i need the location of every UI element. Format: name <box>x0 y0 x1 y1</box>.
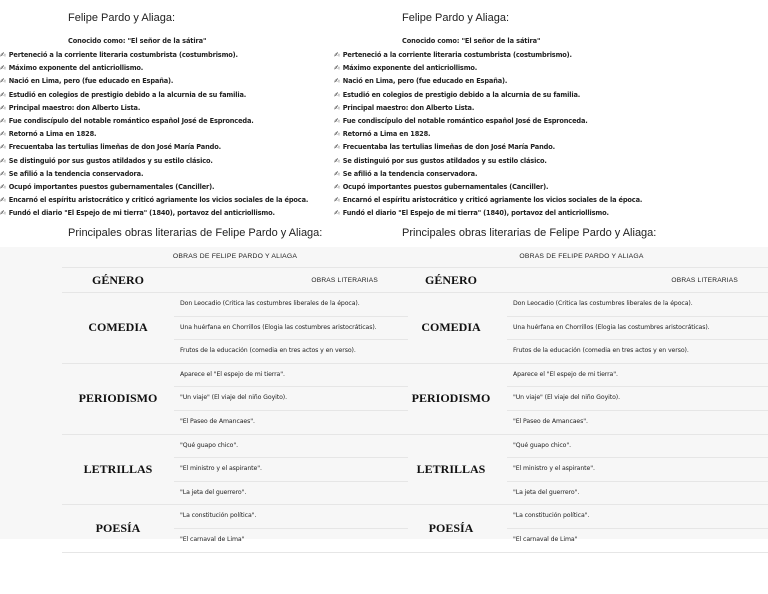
writing-hand-icon: ✍ <box>0 116 6 125</box>
works-header: OBRAS LITERARIAS <box>671 276 738 284</box>
fact-text: Estudió en colegios de prestigio debido a la alcurnia de su familia. <box>8 90 247 99</box>
works-header: OBRAS LITERARIAS <box>311 276 378 284</box>
table-caption: OBRAS DE FELIPE PARDO Y ALIAGA <box>395 247 768 268</box>
works-cell <box>507 364 768 434</box>
fact-item <box>0 207 308 220</box>
fact-item <box>0 141 308 154</box>
work-item: "Qué guapo chico". <box>174 435 408 459</box>
fact-text: Fue condiscípulo del notable romántico español José de Espronceda. <box>342 116 588 125</box>
work-item: "La jeta del guerrero". <box>513 488 580 496</box>
fact-text: Nació en Lima, pero (fue educado en España). <box>342 77 508 86</box>
works-cell <box>174 435 408 505</box>
table-header-row <box>395 268 768 293</box>
work-item: "El ministro y el aspirante". <box>174 458 408 482</box>
writing-hand-icon: ✍ <box>0 90 6 99</box>
fact-item <box>334 62 642 75</box>
writing-hand-icon: ✍ <box>334 103 340 112</box>
works-cell <box>174 293 408 363</box>
writing-hand-icon: ✍ <box>334 130 340 139</box>
work-item: "El carnaval de Lima" <box>180 535 245 543</box>
genre-group <box>62 505 408 552</box>
writing-hand-icon: ✍ <box>0 169 6 178</box>
writing-hand-icon: ✍ <box>0 196 6 205</box>
fact-item <box>0 89 308 102</box>
genre-group <box>62 435 408 506</box>
genre-cell: LETRILLAS <box>83 461 153 476</box>
table-header-row <box>62 268 408 293</box>
writing-hand-icon: ✍ <box>334 64 340 73</box>
works-cell <box>174 364 408 434</box>
fact-text: Perteneció a la corriente literaria costumbrista (costumbrismo). <box>8 51 238 59</box>
fact-text: Principal maestro: don Alberto Lista. <box>342 103 475 112</box>
genre-group <box>62 364 408 435</box>
writing-hand-icon: ✍ <box>0 209 6 218</box>
page-title: Felipe Pardo y Aliaga: <box>68 12 176 24</box>
works-table <box>395 247 768 553</box>
work-item: Aparece el "El espejo de mi tierra". <box>507 364 768 388</box>
work-item: "El Paseo de Amancaes". <box>180 417 255 425</box>
work-item: "El ministro y el aspirante". <box>507 458 768 482</box>
work-item: "Un viaje" (El viaje del niño Goyito). <box>174 387 408 411</box>
writing-hand-icon: ✍ <box>0 64 6 73</box>
fact-text: Ocupó importantes puestos gubernamentales (Canciller). <box>8 182 215 191</box>
genre-group <box>62 293 408 364</box>
genre-group <box>395 435 768 506</box>
writing-hand-icon: ✍ <box>334 77 340 86</box>
fact-text: Se afilió a la tendencia conservadora. <box>8 169 144 178</box>
fact-item <box>334 115 642 128</box>
work-item: "Un viaje" (El viaje del niño Goyito). <box>507 387 768 411</box>
genre-group <box>395 293 768 364</box>
fact-item <box>0 102 308 115</box>
writing-hand-icon: ✍ <box>334 169 340 178</box>
writing-hand-icon: ✍ <box>334 156 340 165</box>
fact-item <box>334 128 642 141</box>
table-caption: OBRAS DE FELIPE PARDO Y ALIAGA <box>62 247 408 268</box>
works-title: Principales obras literarias de Felipe Pardo y Aliaga: <box>402 227 657 239</box>
fact-item <box>0 194 308 207</box>
genre-header: GÉNERO <box>91 272 144 287</box>
writing-hand-icon: ✍ <box>334 143 340 152</box>
fact-text: Encarnó el espíritu aristocrático y criticó agriamente los vicios sociales de la época. <box>342 196 643 205</box>
writing-hand-icon: ✍ <box>0 156 6 165</box>
work-item: Una huérfana en Chorrillos (Elogia las costumbres aristocráticas). <box>174 317 408 341</box>
work-item: Aparece el "El espejo de mi tierra". <box>174 364 408 388</box>
fact-text: Encarnó el espíritu aristocrático y criticó agriamente los vicios sociales de la época. <box>8 196 309 205</box>
fact-item <box>334 102 642 115</box>
fact-text: Perteneció a la corriente literaria costumbrista (costumbrismo). <box>342 51 572 59</box>
writing-hand-icon: ✍ <box>334 209 340 218</box>
fact-item <box>0 49 308 62</box>
work-item: "El Paseo de Amancaes". <box>513 417 588 425</box>
fact-item <box>0 115 308 128</box>
genre-cell: POESÍA <box>95 520 141 535</box>
table-body <box>62 293 408 553</box>
work-item: "Qué guapo chico". <box>507 435 768 459</box>
genre-cell: COMEDIA <box>421 320 481 335</box>
fact-item <box>0 155 308 168</box>
page-title: Felipe Pardo y Aliaga: <box>402 12 510 24</box>
genre-cell: PERIODISMO <box>411 391 491 406</box>
work-item: Frutos de la educación (comedia en tres actos y en verso). <box>513 347 689 355</box>
writing-hand-icon: ✍ <box>334 90 340 99</box>
fact-item <box>0 75 308 88</box>
fact-text: Fundó el diario "El Espejo de mi tierra" (1840), portavoz del anticriollismo. <box>8 209 275 218</box>
works-table <box>62 247 408 553</box>
writing-hand-icon: ✍ <box>0 182 6 191</box>
work-item: "La jeta del guerrero". <box>180 488 247 496</box>
fact-text: Fundó el diario "El Espejo de mi tierra" (1840), portavoz del anticriollismo. <box>342 209 609 218</box>
fact-item <box>334 75 642 88</box>
fact-item <box>334 155 642 168</box>
writing-hand-icon: ✍ <box>334 116 340 125</box>
writing-hand-icon: ✍ <box>334 196 340 205</box>
facts-list <box>0 49 308 220</box>
works-cell <box>507 505 768 551</box>
work-item: "La constitución política". <box>174 505 408 529</box>
fact-text: Principal maestro: don Alberto Lista. <box>8 103 141 112</box>
works-cell <box>174 505 408 551</box>
fact-item <box>334 207 642 220</box>
work-item: Don Leocadio (Critica las costumbres liberales de la época). <box>507 293 768 317</box>
genre-group <box>395 364 768 435</box>
writing-hand-icon: ✍ <box>0 77 6 86</box>
writing-hand-icon: ✍ <box>0 103 6 112</box>
works-cell <box>507 293 768 363</box>
work-item: "La constitución política". <box>507 505 768 529</box>
fact-item <box>334 194 642 207</box>
fact-text: Frecuentaba las tertulias limeñas de don José María Pando. <box>342 143 555 152</box>
fact-text: Se distinguió por sus gustos atildados y su estilo clásico. <box>342 156 547 165</box>
genre-cell: POESÍA <box>428 520 474 535</box>
fact-text: Nació en Lima, pero (fue educado en España). <box>8 77 174 86</box>
known-as-text: Conocido como: "El señor de la sátira" <box>68 37 207 45</box>
fact-text: Estudió en colegios de prestigio debido a la alcurnia de su familia. <box>342 90 581 99</box>
works-title: Principales obras literarias de Felipe Pardo y Aliaga: <box>68 227 323 239</box>
genre-cell: COMEDIA <box>88 320 148 335</box>
fact-item <box>334 168 642 181</box>
fact-item <box>0 168 308 181</box>
work-item: "El carnaval de Lima" <box>513 535 578 543</box>
genre-header: GÉNERO <box>424 272 477 287</box>
writing-hand-icon: ✍ <box>0 130 6 139</box>
fact-item <box>334 89 642 102</box>
works-cell <box>507 435 768 505</box>
fact-item <box>0 181 308 194</box>
work-item: Don Leocadio (Critica las costumbres liberales de la época). <box>174 293 408 317</box>
fact-item <box>334 141 642 154</box>
fact-item <box>0 62 308 75</box>
work-item: Una huérfana en Chorrillos (Elogia las costumbres aristocráticas). <box>507 317 768 341</box>
genre-cell: PERIODISMO <box>78 391 158 406</box>
work-item: Frutos de la educación (comedia en tres actos y en verso). <box>180 347 356 355</box>
writing-hand-icon: ✍ <box>0 51 6 59</box>
fact-text: Máximo exponente del anticriollismo. <box>342 64 478 73</box>
fact-text: Ocupó importantes puestos gubernamentales (Canciller). <box>342 182 549 191</box>
fact-item <box>334 49 642 62</box>
fact-text: Máximo exponente del anticriollismo. <box>8 64 144 73</box>
fact-text: Retornó a Lima en 1828. <box>342 130 431 139</box>
writing-hand-icon: ✍ <box>334 51 340 59</box>
fact-text: Retornó a Lima en 1828. <box>8 130 97 139</box>
genre-cell: LETRILLAS <box>416 461 486 476</box>
fact-text: Fue condiscípulo del notable romántico español José de Espronceda. <box>8 116 254 125</box>
fact-text: Se afilió a la tendencia conservadora. <box>342 169 478 178</box>
fact-text: Frecuentaba las tertulias limeñas de don José María Pando. <box>8 143 221 152</box>
fact-item <box>334 181 642 194</box>
facts-list <box>334 49 642 220</box>
known-as-text: Conocido como: "El señor de la sátira" <box>402 37 541 45</box>
table-body <box>395 293 768 553</box>
genre-group <box>395 505 768 552</box>
writing-hand-icon: ✍ <box>0 143 6 152</box>
fact-item <box>0 128 308 141</box>
writing-hand-icon: ✍ <box>334 182 340 191</box>
fact-text: Se distinguió por sus gustos atildados y su estilo clásico. <box>8 156 213 165</box>
